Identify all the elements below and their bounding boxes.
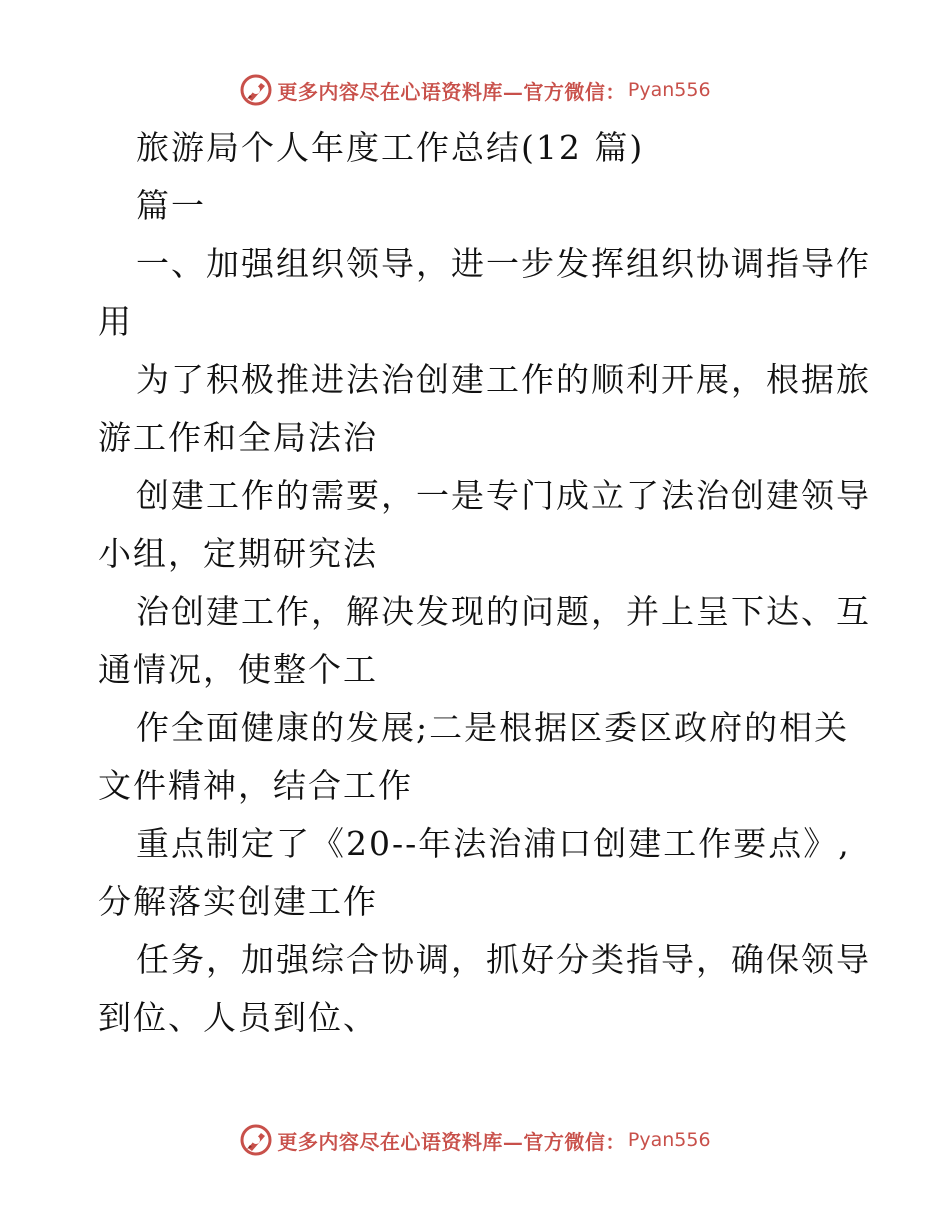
paragraph-line: 重点制定了《20--年法治浦口创建工作要点》,: [136, 824, 851, 863]
section-label: 篇一: [136, 186, 206, 225]
paragraph-line: 任务，加强综合协调，抓好分类指导，确保领导: [136, 940, 871, 979]
paragraph-line: 治创建工作，解决发现的问题，并上呈下达、互: [136, 592, 871, 631]
banner-wechat-id: Pyan556: [627, 1129, 711, 1151]
paragraph-line: 到位、人员到位、: [98, 998, 378, 1037]
paragraph-line: 文件精神，结合工作: [98, 766, 413, 805]
paragraph-line: 通情况，使整个工: [98, 650, 378, 689]
document-title: 旅游局个人年度工作总结(12 篇): [136, 128, 645, 167]
paragraph-line: 创建工作的需要，一是专门成立了法治创建领导: [136, 476, 871, 515]
heading-line: 用: [98, 302, 133, 341]
footer-banner: [0, 1120, 950, 1160]
paragraph-line: 小组，定期研究法: [98, 534, 378, 573]
paragraph-line: 游工作和全局法治: [98, 418, 378, 457]
pen-logo-icon: [239, 73, 273, 107]
paragraph-line: 作全面健康的发展;二是根据区委区政府的相关: [136, 708, 850, 747]
paragraph-line: 分解落实创建工作: [98, 882, 378, 921]
pen-logo-icon: [239, 1123, 273, 1157]
banner-text: 更多内容尽在心语资料库—官方微信：: [277, 79, 626, 104]
header-banner: [0, 70, 950, 110]
paragraph-line: 为了积极推进法治创建工作的顺利开展，根据旅: [136, 360, 871, 399]
banner-text: 更多内容尽在心语资料库—官方微信：: [277, 1129, 626, 1154]
banner-wechat-id: Pyan556: [627, 79, 711, 101]
heading-line: 一、加强组织领导，进一步发挥组织协调指导作: [136, 244, 871, 283]
